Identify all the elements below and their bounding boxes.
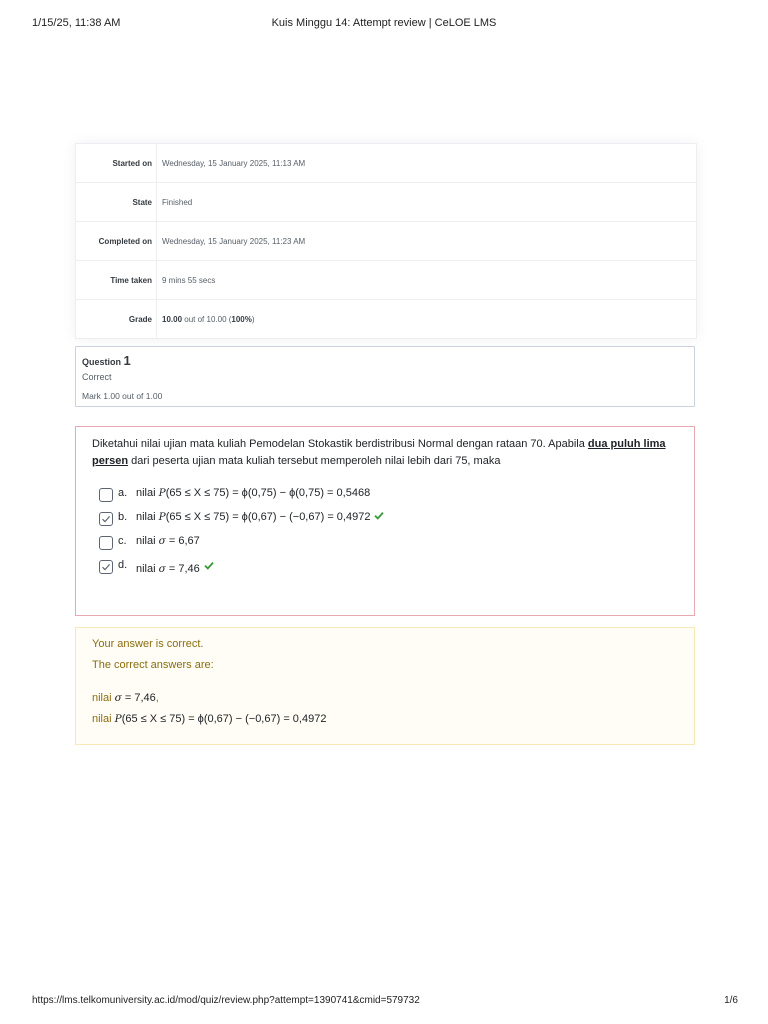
grade-percent: 100% (231, 314, 252, 324)
answer-letter: c. (118, 535, 127, 547)
answer-letter: a. (118, 487, 128, 499)
answer-text (136, 511, 384, 523)
answer-var: P (158, 487, 166, 499)
feedback-math (115, 692, 156, 704)
grade-end: ) (251, 314, 255, 324)
answer-checkbox-b[interactable] (99, 512, 113, 526)
summary-value: Wednesday, 15 January 2025, 11:23 AM (162, 236, 306, 246)
summary-value: 9 mins 55 secs (162, 275, 216, 285)
summary-row-started (76, 144, 696, 183)
correct-check-icon (374, 511, 384, 523)
feedback-prefix: nilai (92, 692, 115, 704)
summary-label: Completed on (76, 222, 157, 260)
checkmark-icon (101, 514, 111, 524)
summary-value: Finished (162, 197, 193, 207)
summary-value (157, 315, 255, 324)
answer-checkbox-d[interactable] (99, 560, 113, 574)
checkmark-icon (101, 562, 111, 572)
answer-letter: d. (118, 559, 128, 571)
feedback-math (115, 713, 327, 725)
summary-label: Started on (76, 144, 157, 182)
answer-prefix: nilai (136, 563, 159, 575)
attempt-summary-table (75, 143, 697, 339)
answer-expr: (65 ≤ X ≤ 75) = ϕ(0,67) − (−0,67) = 0,4972 (165, 511, 371, 523)
feedback-result: Your answer is correct. (92, 638, 204, 650)
answer-var: P (158, 511, 166, 523)
answer-letter: b. (118, 511, 128, 523)
print-datetime: 1/15/25, 11:38 AM (32, 17, 121, 29)
summary-label: State (76, 183, 157, 221)
summary-label: Time taken (76, 261, 157, 299)
question-mark: Mark 1.00 out of 1.00 (82, 391, 163, 401)
answer-checkbox-a[interactable] (99, 488, 113, 502)
feedback-expr: = 7,46 (121, 692, 156, 704)
print-page-number: 1/6 (724, 995, 738, 1006)
answer-feedback (75, 627, 695, 745)
print-url: https://lms.telkomuniversity.ac.id/mod/quiz/review.php?attempt=1390741&cmid=579732 (32, 995, 420, 1006)
answer-text (136, 535, 200, 547)
answer-prefix: nilai (136, 511, 159, 523)
answer-expr: (65 ≤ X ≤ 75) = ϕ(0,75) − ϕ(0,75) = 0,5468 (165, 487, 371, 499)
question-state: Correct (82, 372, 112, 382)
answer-var: σ (158, 563, 166, 575)
question-text (92, 436, 682, 470)
question-num: 1 (123, 353, 131, 368)
question-text-emphasis: dua puluh lima persen (92, 438, 666, 467)
answer-expr: = 7,46 (165, 563, 200, 575)
summary-row-time (76, 261, 696, 300)
answer-expr: = 6,67 (165, 535, 200, 547)
print-page-title: Kuis Minggu 14: Attempt review | CeLOE LMS (271, 17, 497, 29)
answer-var: σ (158, 535, 166, 547)
grade-score: 10.00 (162, 314, 183, 324)
question-formulation (75, 426, 695, 616)
feedback-separator: , (155, 692, 159, 704)
feedback-prefix: nilai (92, 713, 115, 725)
summary-label: Grade (76, 300, 157, 338)
feedback-correct-answer-2 (92, 713, 326, 725)
question-info (75, 346, 695, 407)
feedback-expr: (65 ≤ X ≤ 75) = ϕ(0,67) − (−0,67) = 0,4972 (121, 713, 327, 725)
question-text-part1: Diketahui nilai ujian mata kuliah Pemodelan Stokastik berdistribusi Normal dengan rataan 70. Apabila (92, 438, 588, 450)
question-text-part2: dari peserta ujian mata kuliah tersebut memperoleh nilai lebih dari 75, maka (128, 455, 501, 467)
answer-prefix: nilai (136, 535, 159, 547)
feedback-var: P (114, 713, 122, 725)
correct-check-icon (204, 561, 214, 573)
grade-mid: out of 10.00 ( (182, 314, 232, 324)
summary-row-grade (76, 300, 696, 338)
question-label: Question (82, 357, 122, 367)
answer-checkbox-c[interactable] (99, 536, 113, 550)
feedback-correct-answer-1 (92, 692, 159, 704)
feedback-var: σ (114, 692, 122, 704)
answer-prefix: nilai (136, 487, 159, 499)
answer-text (136, 563, 214, 575)
answer-text (136, 487, 370, 499)
summary-row-completed (76, 222, 696, 261)
summary-value: Wednesday, 15 January 2025, 11:13 AM (162, 158, 306, 168)
question-number (82, 353, 131, 368)
print-header (0, 17, 768, 31)
summary-row-state (76, 183, 696, 222)
feedback-correct-intro: The correct answers are: (92, 659, 214, 671)
